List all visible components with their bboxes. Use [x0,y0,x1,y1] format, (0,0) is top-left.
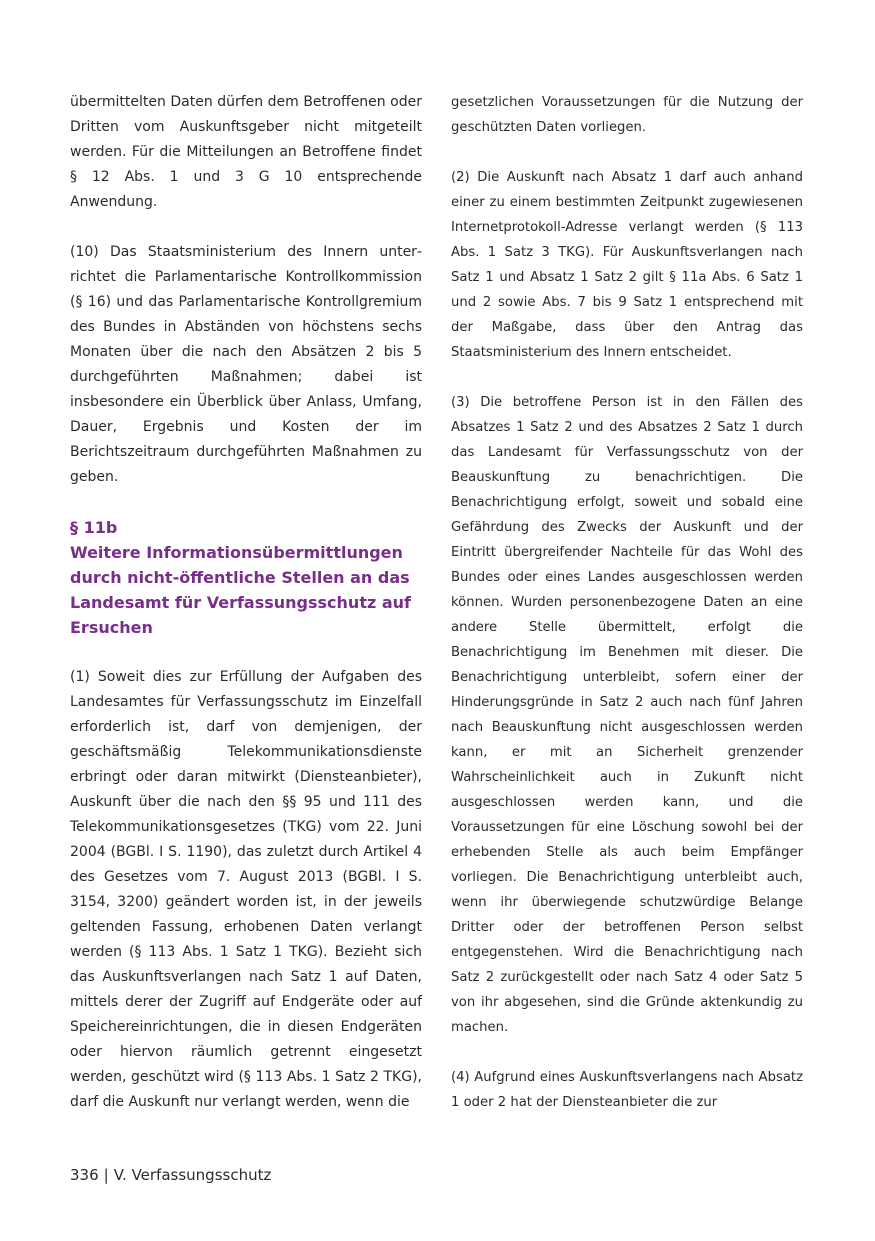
page-footer [70,1164,271,1186]
paragraph-4: (4) Aufgrund eines Auskunftsverlangens nach Absatz 1 oder 2 hat der Diensteanbieter die zur [451,1070,803,1110]
section-heading-11b [70,515,422,640]
paragraph-continuation-right: gesetzlichen Voraussetzungen für die Nutzung der geschützten Daten vorliegen. [451,95,803,135]
paragraph-continuation-left: übermittelten Daten dürfen dem Betroffenen oder Dritten vom Auskunftsgeber nicht mitgeteilt werden. Für die Mitteilungen an Betroffene findet § 12 Abs. 1 und 3 G 10 entsprechende Anwendung. [70,94,422,210]
section-title-line-3: Landesamt für Verfassungsschutz auf [70,593,411,612]
paragraph-10: (10) Das Staatsministerium des Innern unterrichtet die Parlamentarische Kontrollkommission (§ 16) und das Parlamentarische Kontrollgremium des Bundes in Abständen von höchstens sechs Monaten über die nach den Absätzen 2 bis 5 durchgeführten Maßnahmen; dabei ist insbesondere ein Überblick über Anlass, Umfang, Dauer, Ergebnis und Kosten der im Berichtszeitraum durchgeführten Maßnahmen zu geben. [70,244,422,485]
paragraph-1: (1) Soweit dies zur Erfüllung der Aufgaben des Landesamtes für Verfassungsschutz im Einzelfall erforderlich ist, darf von demjenigen, der geschäftsmäßig Telekommunikationsdienste erbringt oder daran mitwirkt (Diensteanbieter), Auskunft über die nach den §§ 95 und 111 des Telekommunikationsgesetzes (TKG) vom 22. Juni 2004 (BGBl. I S. 1190), das zuletzt durch Artikel 4 des Gesetzes vom 7. August 2013 (BGBl. I S. 3154, 3200) geändert worden ist, in der jeweils geltenden Fassung, erhobenen Daten verlangt werden (§ 113 Abs. 1 Satz 1 TKG). Bezieht sich das Auskunftsverlangen nach Satz 1 auf Daten, mittels derer der Zugriff auf Endgeräte oder auf Speichereinrichtungen, die in diesen Endgeräten oder hiervon räumlich getrennt eingesetzt werden, geschützt wird (§ 113 Abs. 1 Satz 2 TKG), darf die Auskunft nur verlangt werden, wenn die [70,669,422,1110]
chapter-title: V. Verfassungsschutz [113,1166,272,1184]
section-number: § 11b [70,518,118,537]
footer-separator: | [103,1166,109,1184]
section-title-line-4: Ersuchen [70,618,153,637]
page-number: 336 [70,1166,99,1184]
section-title-line-2: durch nicht-öffentliche Stellen an das [70,568,410,587]
left-column [70,90,422,1140]
paragraph-3: (3) Die betroffene Person ist in den Fällen des Absatzes 1 Satz 2 und des Absatzes 2 Satz 1 durch das Landesamt für Verfassungsschutz von der Beauskunftung zu benachrichtigen. Die Benachrichtigung erfolgt, soweit und sobald eine Gefährdung des Zwecks der Auskunft und der Eintritt übergreifender Nachteile für das Wohl des Bundes oder eines Landes ausgeschlossen werden können. Wurden personenbezogene Daten an eine andere Stelle übermittelt, erfolgt die Benachrichtigung im Benehmen mit dieser. Die Benachrichtigung unterbleibt, sofern einer der Hinderungsgründe in Satz 2 auch nach fünf Jahren nach Beauskunftung nicht ausgeschlossen werden kann, er mit an Sicherheit grenzender Wahrscheinlichkeit auch in Zukunft nicht ausgeschlossen werden kann, und die Voraussetzungen für eine Löschung sowohl bei der erhebenden Stelle als auch beim Empfänger vorliegen. Die Benachrichtigung unterbleibt auch, wenn ihr überwiegende schutzwürdige Belange Dritter oder der betroffenen Person selbst entgegenstehen. Wird die Benachrichtigung nach Satz 2 zurückgestellt oder nach Satz 4 oder Satz 5 von ihr abgesehen, sind die Gründe aktenkundig zu machen. [451,395,803,1035]
right-column [451,90,803,1140]
section-title-line-1: Weitere Informationsübermittlungen [70,543,403,562]
paragraph-2: (2) Die Auskunft nach Absatz 1 darf auch anhand einer zu einem bestimmten Zeitpunkt zugewiesenen Internetprotokoll-Adresse verlangt werden (§ 113 Abs. 1 Satz 3 TKG). Für Auskunftsverlangen nach Satz 1 und Absatz 1 Satz 2 gilt § 11a Abs. 6 Satz 1 und 2 sowie Abs. 7 bis 9 Satz 1 entsprechend mit der Maßgabe, dass über den Antrag das Staatsministerium des Innern entscheidet. [451,170,803,360]
